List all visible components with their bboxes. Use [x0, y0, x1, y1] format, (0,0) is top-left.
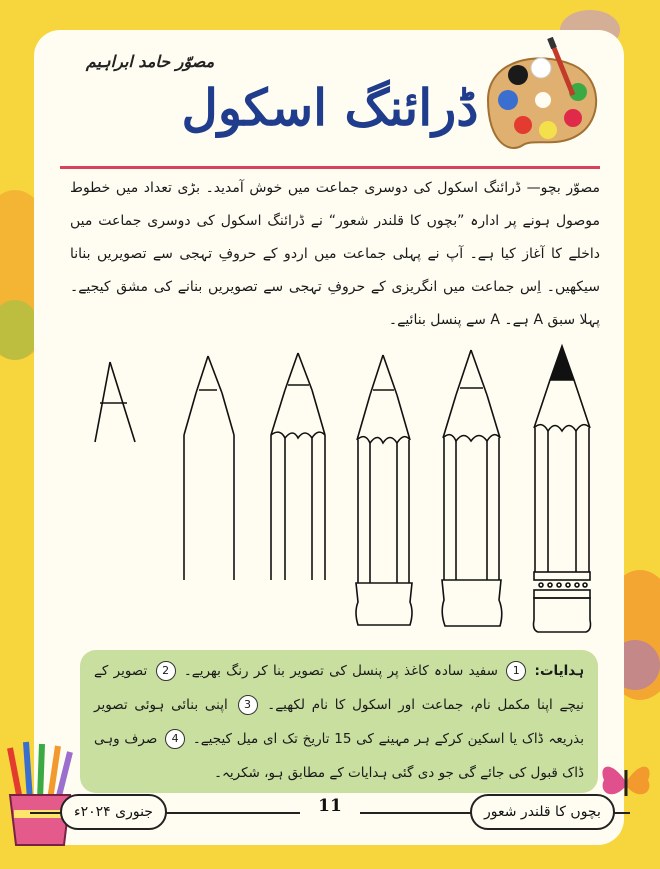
divider — [60, 166, 600, 169]
issue-date: جنوری ۲۰۲۴ء — [60, 794, 167, 830]
instruction-item: سفید سادہ کاغذ پر پنسل کی تصویر بنا کر رنگ بھریے۔ — [183, 663, 498, 679]
step-2-drawing — [184, 356, 234, 580]
paint-palette-icon — [478, 30, 608, 160]
instruction-item: صرف وہی ڈاک قبول کی جائے گی جو دی گئی ہدایات کے مطابق ہو، شکریہ۔ — [94, 731, 584, 781]
pencil-drawing-steps — [60, 340, 620, 640]
page-number: 11 — [300, 796, 360, 816]
instruction-item: اپنی بنائی ہوئی تصویر بذریعہ ڈاک یا اسکین کرکے ہر مہینے کی 15 تاریخ تک ای میل کیجیے۔ — [94, 697, 584, 747]
step-4-drawing — [356, 355, 412, 625]
intro-paragraph: مصوّر بچو— ڈرائنگ اسکول کی دوسری جماعت میں خوش آمدید۔ بڑی تعداد میں خطوط موصول ہونے پر ادارہ ”بچوں کا قلندر شعور“ نے ڈرائنگ اسکول کی دوسری جماعت میں داخلے کا آغاز کیا ہے۔ آپ نے پہلی جماعت میں اردو کے حروفِ تہجی سے تصویریں بنانا سیکھیں۔ اِس جماعت میں انگریزی کے حروفِ تہجی سے تصویریں بنانے کی مشق کیجیے۔ پہلا سبق A ہے۔ A سے پنسل بنائیے۔ — [70, 180, 600, 328]
instruction-item: تصویر کے نیچے اپنا مکمل نام، جماعت اور اسکول کا نام لکھیے۔ — [94, 663, 584, 713]
step-number-badge: 4 — [165, 729, 185, 749]
step-3-drawing — [271, 353, 325, 580]
magazine-name: بچوں کا قلندر شعور — [470, 794, 615, 830]
instructions-box — [80, 650, 598, 793]
footer — [30, 792, 630, 832]
illustrator-byline: مصوّر حامد ابراہیم — [85, 52, 215, 71]
step-5-drawing — [442, 350, 502, 626]
step-number-badge: 3 — [238, 695, 258, 715]
page-title: ڈرائنگ اسکول — [181, 78, 479, 137]
step-number-badge: 1 — [506, 661, 526, 681]
step-6-drawing — [534, 346, 591, 632]
step-1-drawing — [95, 362, 135, 442]
instructions-lead: ہدایات: — [534, 663, 584, 679]
step-number-badge: 2 — [156, 661, 176, 681]
